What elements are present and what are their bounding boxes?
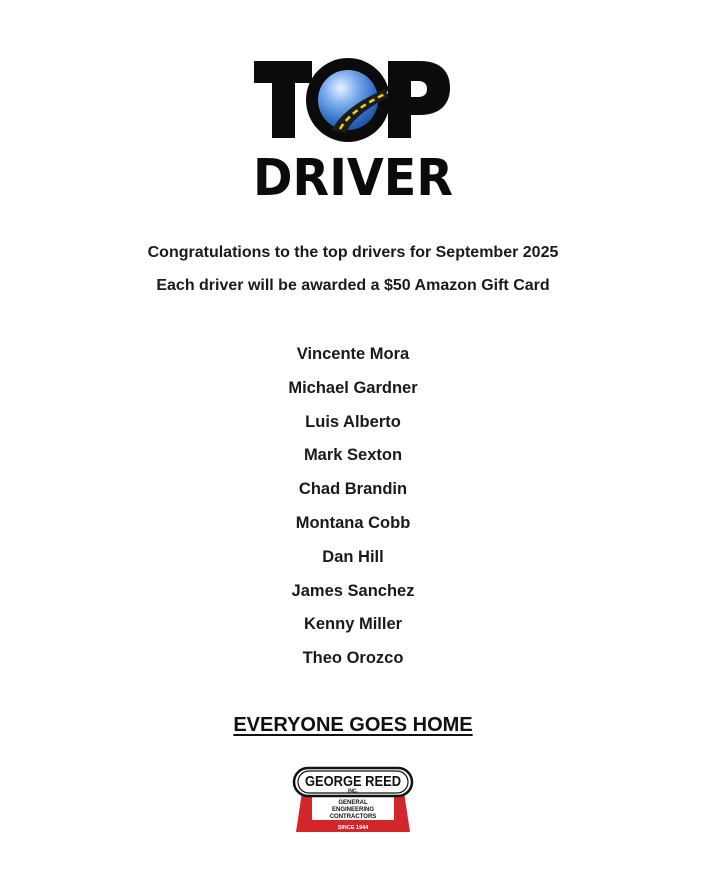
driver-name: Kenny Miller	[303, 615, 403, 634]
driver-name: Montana Cobb	[295, 513, 411, 532]
logo-top-word: TOP	[250, 55, 253, 56]
badge-line-engineering: ENGINEERING	[331, 807, 375, 813]
driver-name: Michael Gardner	[288, 378, 418, 397]
driver-name: Vincente Mora	[296, 345, 410, 363]
slogan: EVERYONE GOES HOME	[233, 714, 473, 736]
top-driver-logo-graphic	[250, 55, 456, 201]
headline-congratulations: Congratulations to the top drivers for September 2025	[147, 244, 559, 261]
badge-company-name: GEORGE REED	[305, 773, 402, 790]
badge-line-general: GENERAL	[338, 800, 368, 806]
driver-name: Chad Brandin	[298, 480, 408, 499]
george-reed-logo	[292, 766, 414, 834]
driver-name: Mark Sexton	[303, 446, 403, 465]
badge-since: SINCE 1944	[337, 825, 369, 831]
driver-name: Theo Orozco	[302, 649, 404, 668]
driver-name: Dan Hill	[322, 547, 384, 566]
driver-name: Luis Alberto	[305, 412, 401, 431]
george-reed-badge-graphic	[292, 766, 414, 834]
driver-name: James Sanchez	[291, 581, 415, 600]
headline-award: Each driver will be awarded a $50 Amazon Gift Card	[156, 277, 550, 294]
logo-driver-word: DRIVER	[253, 149, 453, 201]
badge-line-contractors: CONTRACTORS	[329, 814, 377, 820]
driver-list	[0, 343, 706, 681]
badge-inc: INC.	[348, 788, 358, 795]
top-driver-logo	[250, 55, 456, 201]
